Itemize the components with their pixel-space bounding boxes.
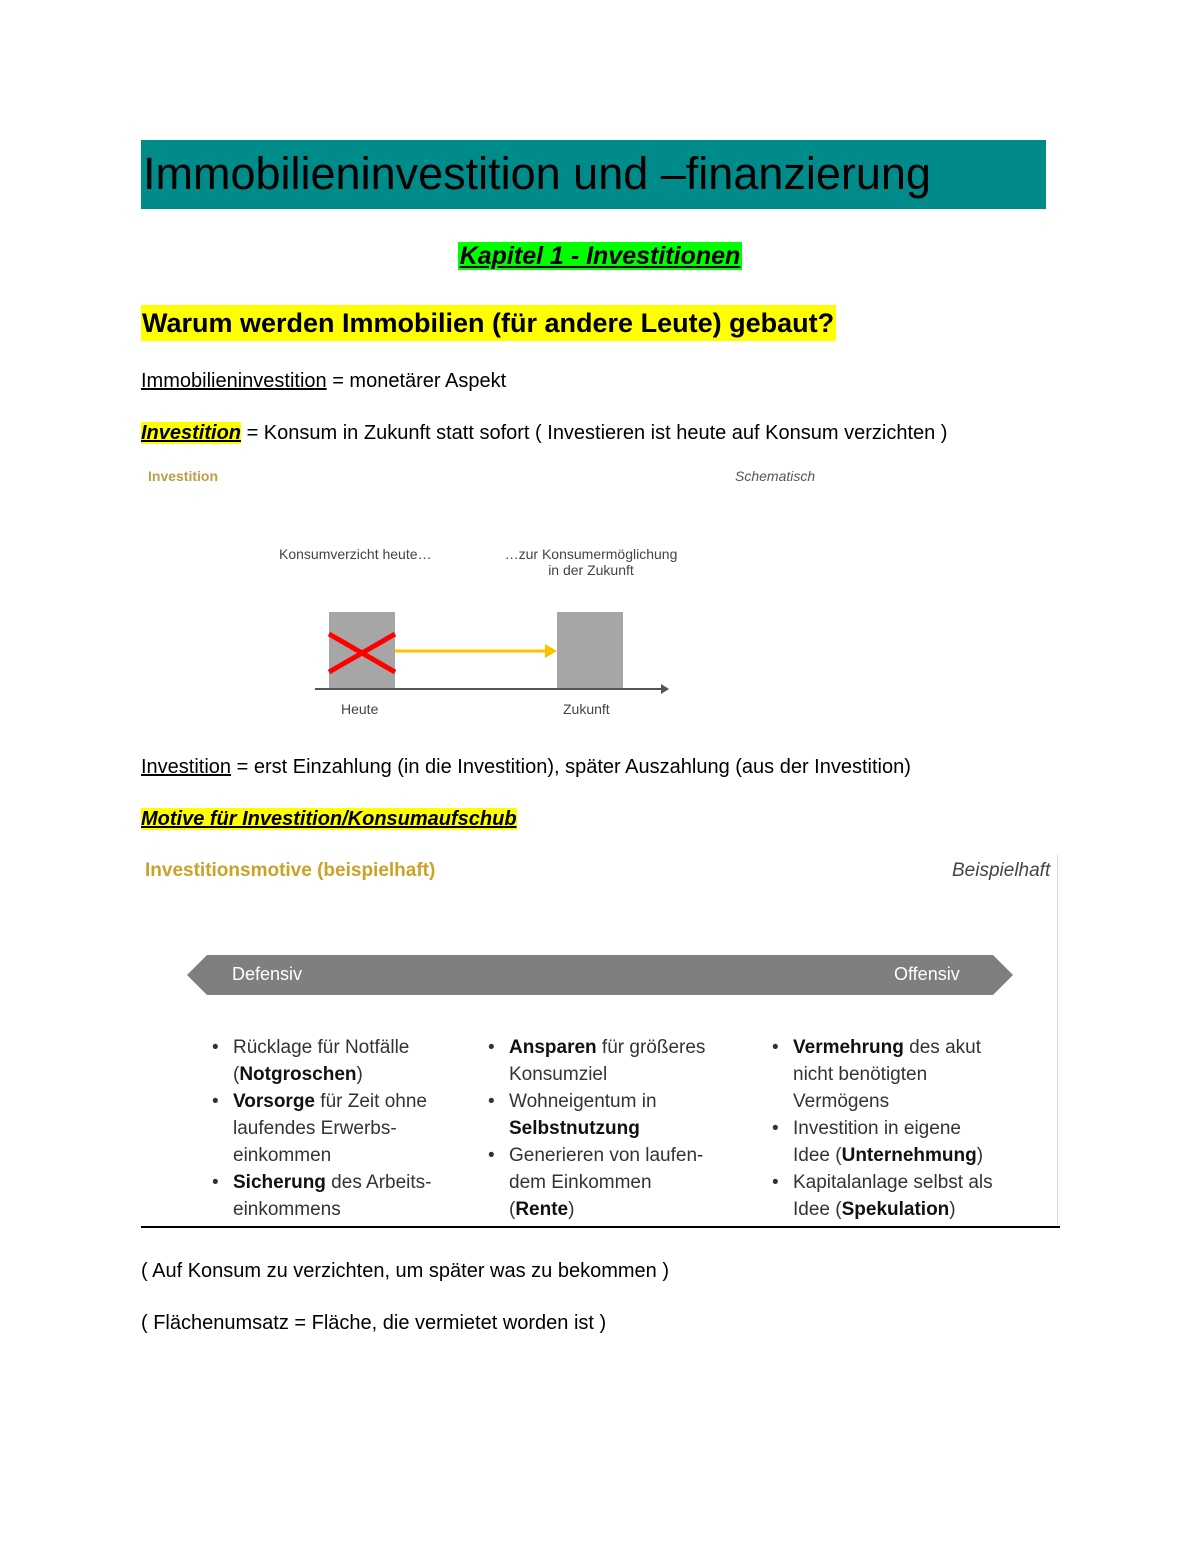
page-title: Immobilieninvestition und –finanzierung <box>143 148 931 199</box>
motive-keyword: Vermehrung <box>793 1037 904 1058</box>
motive-text: Investition in eigene <box>793 1118 961 1139</box>
transfer-arrow-head <box>545 644 557 658</box>
time-axis-head <box>661 684 669 694</box>
motive-keyword: Vorsorge <box>233 1091 316 1112</box>
motive-keyword: Rente <box>515 1199 569 1220</box>
motive-keyword: Ansparen <box>509 1037 597 1058</box>
axis-label-today: Heute <box>341 701 379 717</box>
motive-text: ) <box>356 1064 363 1085</box>
double-arrow-shape <box>187 955 1013 995</box>
motive-item <box>772 1115 1052 1169</box>
motives-column-3 <box>772 1034 1052 1223</box>
motive-item <box>212 1088 482 1169</box>
schematic-label: Investition <box>148 468 219 484</box>
term: Immobilieninvestition <box>141 370 327 392</box>
motive-text: Vermögens <box>793 1091 890 1112</box>
defensive-offensive-arrow <box>185 953 1015 997</box>
schematic-diagram <box>141 462 841 732</box>
motive-item <box>488 1088 758 1142</box>
motive-item <box>488 1034 758 1088</box>
caption-today: Konsumverzicht heute… <box>279 546 432 562</box>
note-1: ( Auf Konsum zu verzichten, um später was zu bekommen ) <box>141 1260 669 1282</box>
definition-line-1 <box>141 368 506 394</box>
title-banner <box>141 140 1046 209</box>
motive-text: des akut <box>903 1037 981 1058</box>
motive-item <box>212 1034 482 1088</box>
chapter-label: Kapitel 1 - Investitionen <box>459 242 741 270</box>
motive-text: Konsumziel <box>509 1064 608 1085</box>
definition: = monetärer Aspekt <box>326 370 507 392</box>
schematic-corner-label: Schematisch <box>735 468 816 484</box>
definition-line-2 <box>141 420 947 446</box>
motive-text: Idee ( <box>793 1145 842 1166</box>
motive-text: des Arbeits- <box>325 1172 432 1193</box>
axis-label-future: Zukunft <box>563 701 610 717</box>
chapter-heading <box>0 238 1200 274</box>
motive-text: nicht benötigten <box>793 1064 928 1085</box>
motives-column-1 <box>212 1034 482 1223</box>
caption-future-line-2: in der Zukunft <box>548 562 634 578</box>
motive-text: ( <box>509 1199 516 1220</box>
schematic-graphic <box>141 462 841 732</box>
label-offensive: Offensiv <box>894 964 960 984</box>
section-heading: Warum werden Immobilien (für andere Leute) gebaut? <box>141 305 836 341</box>
motive-keyword: Spekulation <box>841 1199 950 1220</box>
motive-item <box>772 1169 1052 1223</box>
motives-corner-label: Beispielhaft <box>952 860 1051 881</box>
motive-text: ) <box>976 1145 984 1166</box>
note-2: ( Flächenumsatz = Fläche, die vermietet worden ist ) <box>141 1312 607 1334</box>
motives-heading <box>141 806 517 832</box>
motive-keyword: Sicherung <box>233 1172 326 1193</box>
section-divider <box>141 1226 1060 1228</box>
motive-item <box>772 1034 1052 1115</box>
motive-text: ( <box>233 1064 240 1085</box>
motive-text: laufendes Erwerbs- <box>233 1118 397 1139</box>
motive-keyword: Notgroschen <box>239 1064 357 1085</box>
motives-column-2 <box>488 1034 758 1223</box>
motive-text: ) <box>568 1199 575 1220</box>
motive-keyword: Selbstnutzung <box>509 1118 640 1139</box>
term-highlighted: Investition <box>141 422 242 444</box>
motive-item <box>212 1169 482 1223</box>
definition: = Konsum in Zukunft statt sofort ( Investieren ist heute auf Konsum verzichten ) <box>241 422 948 444</box>
motive-text: Wohneigentum in <box>509 1091 657 1112</box>
definition: = erst Einzahlung (in die Investition), später Auszahlung (aus der Investition) <box>231 756 911 778</box>
motives-heading-label: Motive für Investition/Konsumaufschub <box>141 808 517 830</box>
motive-text: ) <box>949 1199 956 1220</box>
motives-title: Investitionsmotive (beispielhaft) <box>145 860 436 881</box>
motive-text: einkommens <box>233 1199 341 1220</box>
motive-keyword: Unternehmung <box>841 1145 977 1166</box>
motive-text: dem Einkommen <box>509 1172 652 1193</box>
box-future <box>557 612 623 689</box>
motive-text: Kapitalanlage selbst als <box>793 1172 993 1193</box>
motive-item <box>488 1142 758 1223</box>
label-defensive: Defensiv <box>232 964 303 984</box>
term: Investition <box>141 756 232 778</box>
motive-text: Idee ( <box>793 1199 842 1220</box>
definition-line-3 <box>141 754 911 780</box>
motive-text: für größeres <box>596 1037 706 1058</box>
caption-future-line-1: …zur Konsumermöglichung <box>504 546 678 562</box>
motive-text: Generieren von laufen- <box>509 1145 704 1166</box>
motive-text: für Zeit ohne <box>315 1091 427 1112</box>
motive-text: Rücklage für Notfälle <box>233 1037 410 1058</box>
motive-text: einkommen <box>233 1145 332 1166</box>
figure-border <box>1057 855 1058 1225</box>
